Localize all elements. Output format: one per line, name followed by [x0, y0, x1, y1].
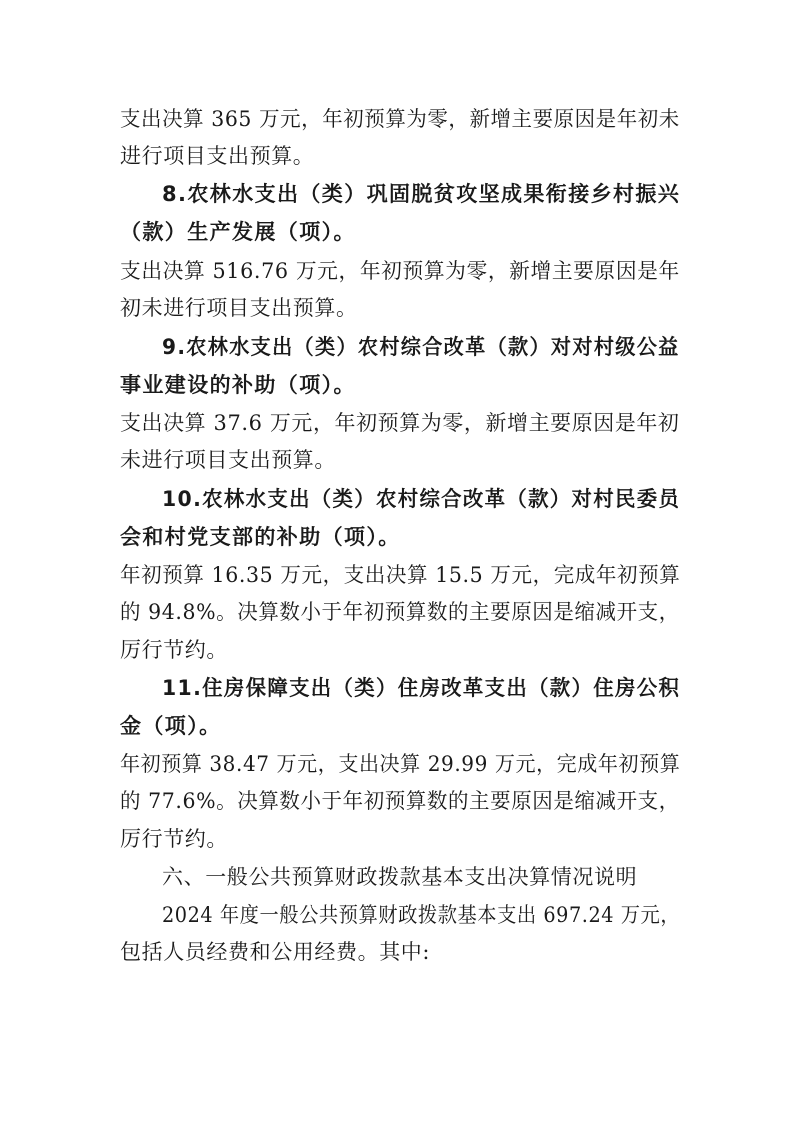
body-text-line: 支出决算 516.76 万元，年初预算为零，新增主要原因是年 [120, 259, 680, 283]
body-text-line: 初未进行项目支出预算。 [120, 296, 358, 320]
section-heading-8-cont: （款）生产发展（项）。 [120, 220, 356, 244]
body-text-line: 2024 年度一般公共预算财政拨款基本支出 697.24 万元， [162, 903, 681, 927]
body-text-line: 进行项目支出预算。 [120, 144, 315, 168]
body-text-line: 支出决算 37.6 万元，年初预算为零，新增主要原因是年初 [120, 411, 680, 435]
chapter-heading-6: 六、一般公共预算财政拨款基本支出决算情况说明 [162, 865, 638, 889]
body-text-line: 的 94.8%。决算数小于年初预算数的主要原因是缩减开支， [120, 600, 680, 624]
section-heading-10: 10.农林水支出（类）农村综合改革（款）对村民委员 [162, 487, 681, 511]
section-heading-8: 8.农林水支出（类）巩固脱贫攻坚成果衔接乡村振兴 [162, 182, 681, 206]
body-text-line: 的 77.6%。决算数小于年初预算数的主要原因是缩减开支， [120, 789, 680, 813]
body-text-line: 支出决算 365 万元，年初预算为零，新增主要原因是年初未 [120, 107, 680, 131]
section-heading-9-cont: 事业建设的补助（项）。 [120, 373, 356, 397]
body-text-line: 厉行节约。 [120, 827, 228, 851]
section-heading-11: 11.住房保障支出（类）住房改革支出（款）住房公积 [162, 676, 681, 700]
body-text-line: 厉行节约。 [120, 638, 228, 662]
body-text-line: 年初预算 16.35 万元，支出决算 15.5 万元，完成年初预算 [120, 563, 681, 587]
section-heading-11-cont: 金（项）。 [120, 714, 222, 738]
body-text-line: 未进行项目支出预算。 [120, 448, 336, 472]
body-text-line: 年初预算 38.47 万元，支出决算 29.99 万元，完成年初预算 [120, 752, 681, 776]
section-heading-10-cont: 会和村党支部的补助（项）。 [120, 525, 401, 549]
section-heading-9: 9.农林水支出（类）农村综合改革（款）对对村级公益 [162, 335, 680, 359]
body-text-line: 包括人员经费和公用经费。其中: [120, 940, 431, 964]
